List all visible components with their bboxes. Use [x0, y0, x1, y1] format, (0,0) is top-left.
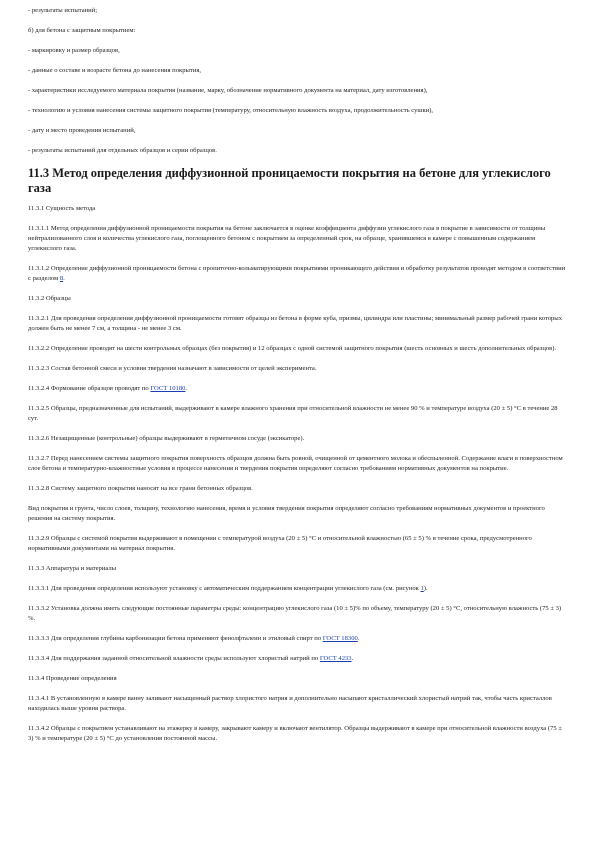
paragraph: 11.3.2.5 Образцы, предназначенные для испытаний, выдерживают в камере влажного хранения при относительной влажности не менее 90 % и температуре воздуха (20 ± 5) °С в течение 28 сут. — [28, 405, 558, 422]
paragraph-text: 11.3.3.4 Для поддержания заданной относительной влажности среды используют хлористый натрий по — [28, 655, 320, 662]
paragraph — [28, 584, 567, 594]
subsection-heading: 11.3.2 Образцы — [28, 295, 71, 302]
list-item: - результаты испытаний для отдельных образцов и серии образцов. — [28, 147, 217, 154]
paragraph: 11.3.3.2 Установка должна иметь следующие постоянные параметры среды: концентрацию углекислого газа (10 ± 5)% по объему, температуру (20 ± 5) °С, относительную влажность (75 ± 3) %. — [28, 605, 562, 622]
paragraph — [28, 654, 567, 664]
list-item: - данные о составе и возрасте бетона до нанесения покрытия, — [28, 67, 202, 74]
paragraph — [28, 264, 567, 284]
gost-link[interactable]: ГОСТ 4233 — [319, 655, 352, 662]
paragraph: 11.3.2.3 Состав бетонной смеси и условия твердения назначают в зависимости от целей эксперимента. — [28, 365, 317, 372]
paragraph-text: ). — [423, 585, 428, 592]
paragraph-text: . — [185, 385, 188, 392]
list-item: - результаты испытаний; — [28, 7, 98, 14]
paragraph: 11.3.2.6 Незащищенные (контрольные) образцы выдерживают в герметичном сосуде (эксикаторе). — [28, 435, 305, 442]
paragraph-text: 11.3.1.2 Определение диффузионной проницаемости бетона с пропиточно-кольматирующими покрытиями проникающего действия и обработку результатов проводят методом в соответствии с разделом — [28, 265, 566, 282]
paragraph: 11.3.1.1 Метод определения диффузионной проницаемости покрытия на бетоне заключается в оценке коэффициента диффузии углекислого газа в покрытие в зависимости от толщины нейтрализованного слоя и количества углекислого газа, поглощенного бетоном с покрытием за определенный срок, на образце, хранившемся в камере с повышенным содержанием углекислого газа. — [28, 225, 546, 252]
paragraph — [28, 634, 567, 644]
paragraph: 11.3.2.2 Определение проводят на шести контрольных образцах (без покрытия) и 12 образцах с одной системой защитного покрытия (шесть основных и шесть дополнительных образцов). — [28, 345, 557, 352]
list-item: - технологию и условия нанесения системы защитного покрытия (температуру, относительную влажность воздуха, продолжительность сушки), — [28, 107, 434, 114]
list-heading: б) для бетона с защитным покрытием: — [28, 27, 136, 34]
paragraph — [28, 384, 567, 394]
paragraph: 11.3.2.8 Систему защитного покрытия наносят на все грани бетонных образцов. — [28, 485, 253, 492]
paragraph: 11.3.2.1 Для проведения определения диффузионной проницаемости готовят образцы из бетона в форме куба, призмы, цилиндра или пластины; минимальный размер рабочей грани которых должен быть не менее 7 см, а толщина - не менее 3 см. — [28, 315, 563, 332]
paragraph: Вид покрытия и грунта, число слоев, толщину, технологию нанесения, время и условия твердения покрытия определяют согласно требованиям нормативных документов и проектного решения на систему покрытия. — [28, 505, 545, 522]
paragraph: 11.3.2.7 Перед нанесением системы защитного покрытия поверхность образцов должна быть ровной, очищенной от цементного молока и обеспыленной. Содержание влаги в поверхностном слое бетона и температурно-влажностные условия в процессе нанесения и твердения покрытия определяют согласно требованиям нормативных документов на покрытие. — [28, 455, 563, 472]
gost-link[interactable]: ГОСТ 10180 — [150, 385, 186, 392]
paragraph-text: . — [357, 635, 360, 642]
paragraph-text: . — [351, 655, 354, 662]
paragraph-text: 11.3.3.1 Для проведения определения используют установку с автоматическим поддержанием концентрации углекислого газа (см. рисунок — [28, 585, 421, 592]
gost-link[interactable]: ГОСТ 18300 — [322, 635, 358, 642]
figure-link[interactable]: 1 — [420, 585, 424, 592]
list-item: - маркировку и размер образцов, — [28, 47, 120, 54]
paragraph-text: . — [63, 275, 65, 282]
list-item: - характеристики исследуемого материала покрытия (название, марку, обозначение нормативного документа на материал, дату изготовления), — [28, 87, 428, 94]
subsection-heading: 11.3.1 Сущность метода — [28, 205, 96, 212]
section-link[interactable]: 8 — [59, 275, 64, 282]
section-title: 11.3 Метод определения диффузионной проницаемости покрытия на бетоне для углекислого газа — [28, 166, 551, 195]
paragraph-text: 11.3.2.4 Формование образцов проводят по — [28, 385, 151, 392]
paragraph: 11.3.4.1 В установленную в камере ванну заливают насыщенный раствор хлористого натрия и дополнительно насыпают кристаллический хлористый натрий так, чтобы часть кристаллов находилась выше уровня раствора. — [28, 695, 552, 712]
subsection-heading: 11.3.3 Аппаратура и материалы — [28, 565, 117, 572]
paragraph: 11.3.2.9 Образцы с системой покрытия выдерживают в помещении с температурой воздуха (20 ± 5) °С и относительной влажностью (65 ± 5) % в течение срока, предусмотренного нормативными документами на материал покрытия. — [28, 535, 532, 552]
list-item: - дату и место проведения испытаний, — [28, 127, 136, 134]
subsection-heading: 11.3.4 Проведение определения — [28, 675, 117, 682]
paragraph: 11.3.4.2 Образцы с покрытием устанавливают на этажерку в камеру, закрывают камеру и включают вентилятор. Образцы выдерживают в камере при относительной влажности воздуха (75 ± 3) % и температуре (20 ± 5) °С до установления постоянной массы. — [28, 725, 562, 742]
paragraph-text: 11.3.3.3 Для определения глубины карбонизации бетона применяют фенолфталеин и этиловый спирт по — [28, 635, 323, 642]
